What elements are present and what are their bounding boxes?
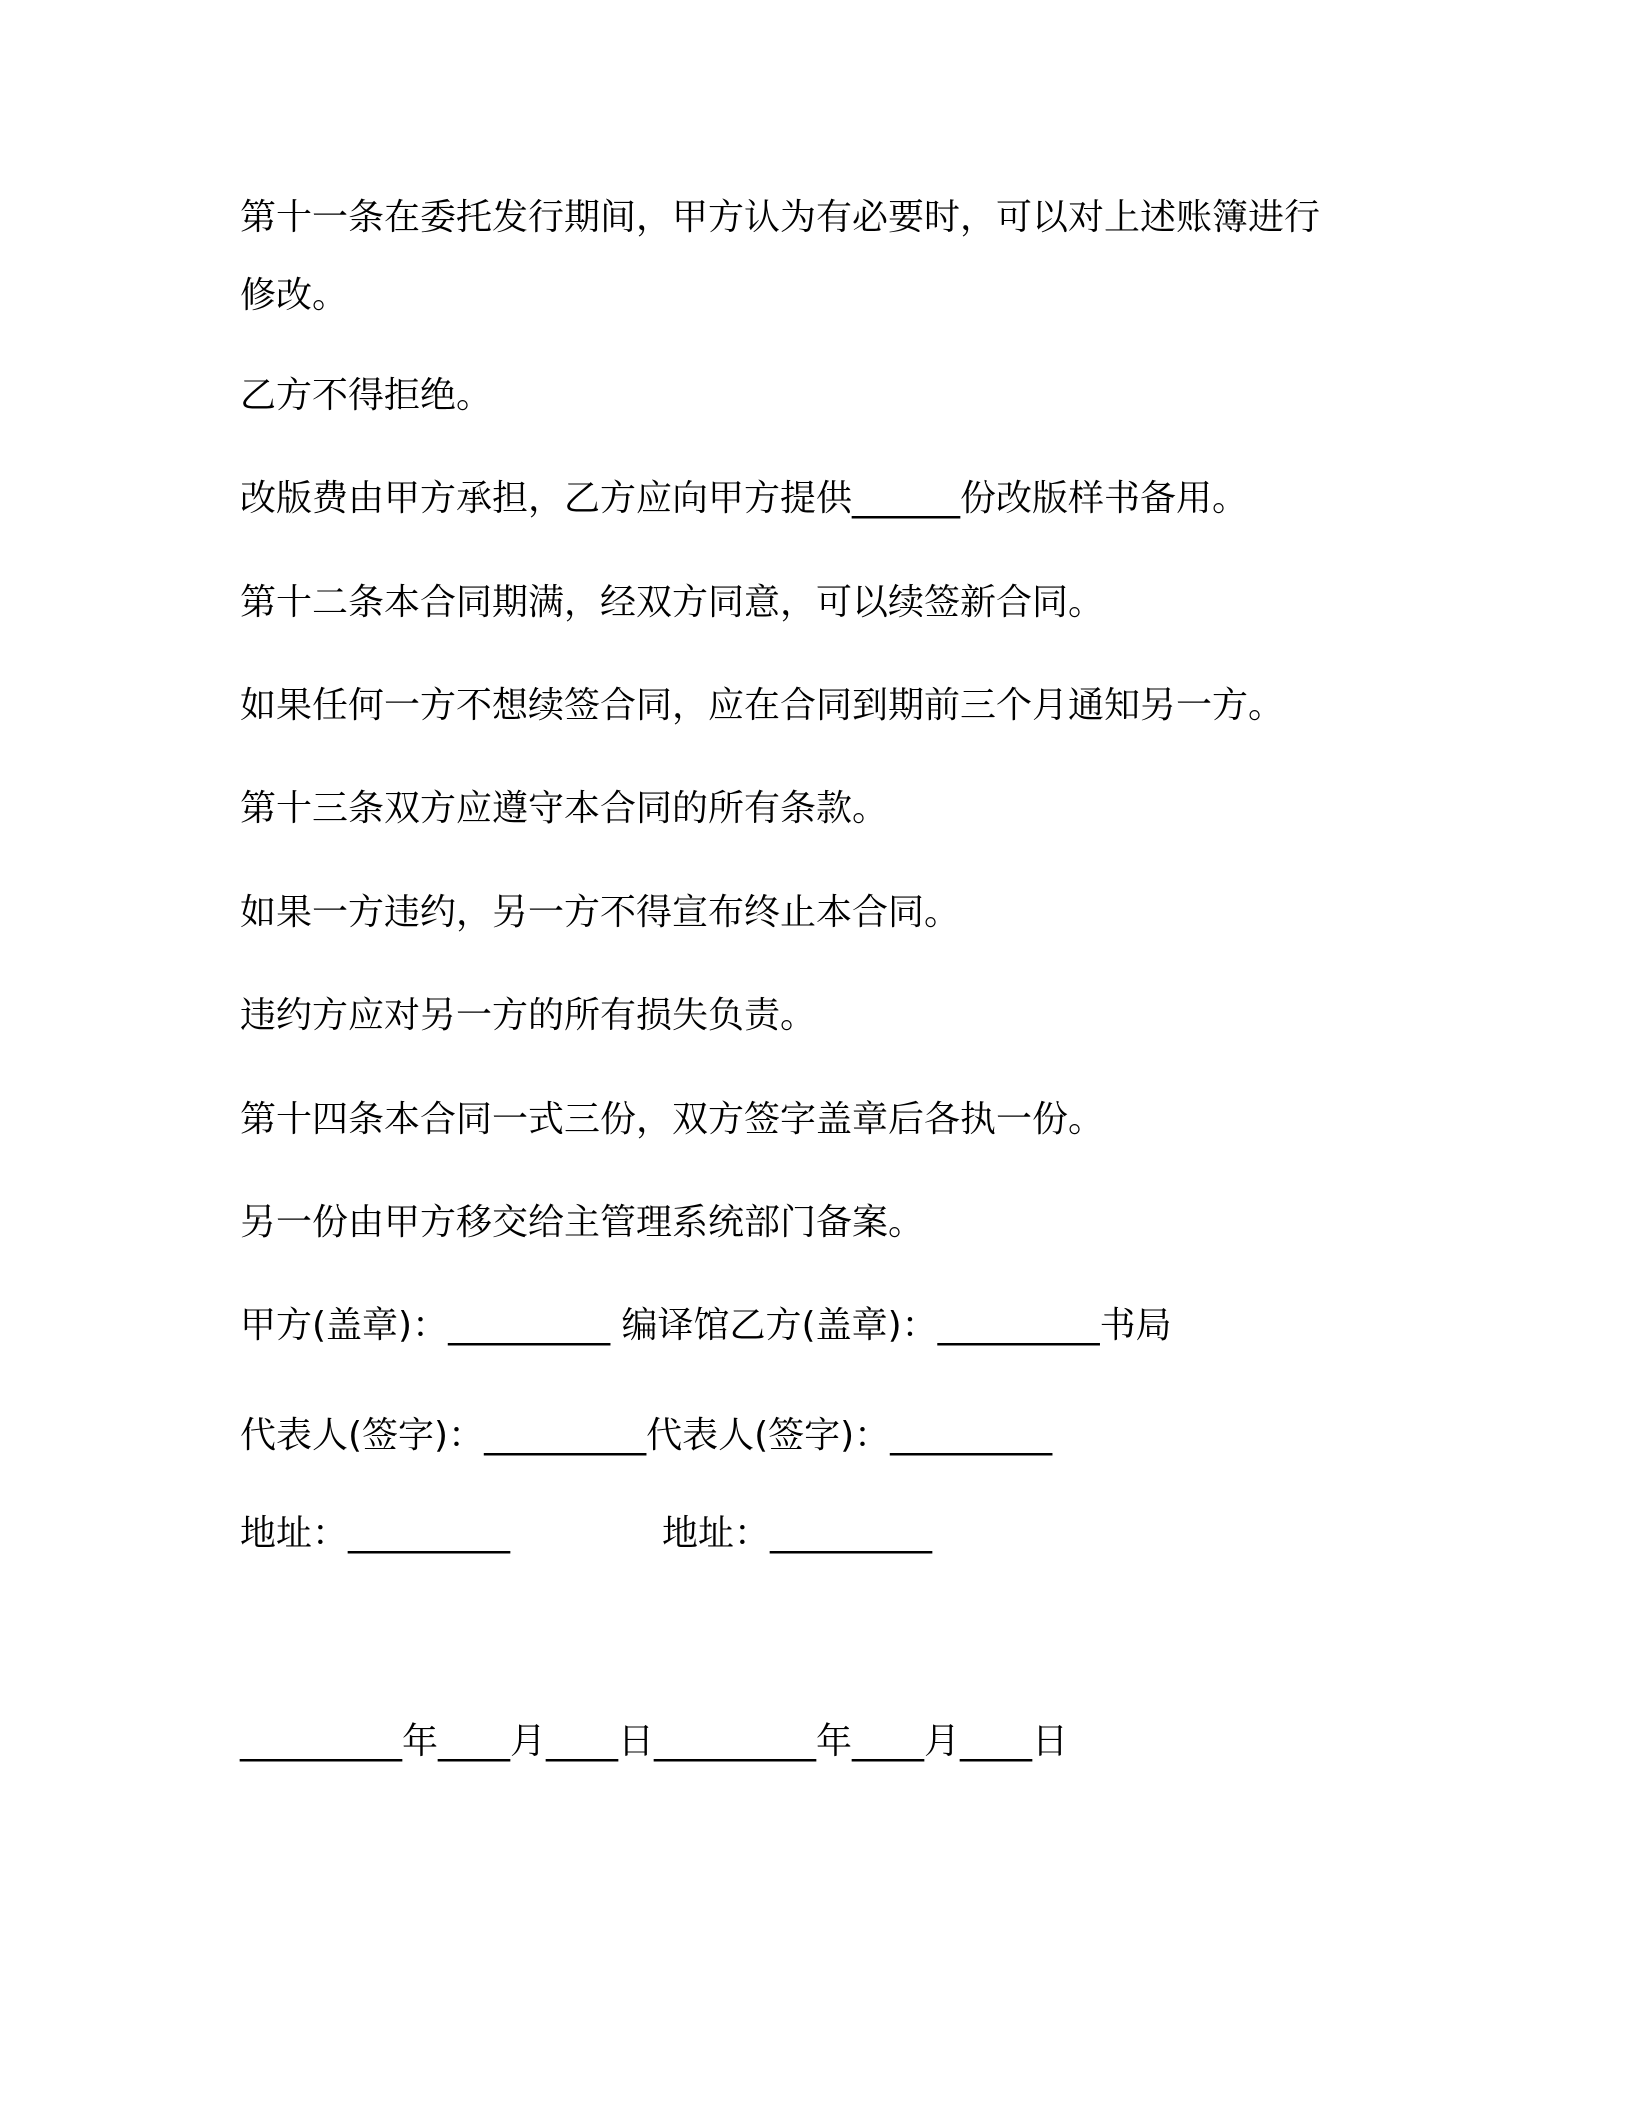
paragraph-revision-fee: 改版费由甲方承担，乙方应向甲方提供______份改版样书备用。 (240, 478, 1249, 519)
paragraph-renewal-notice: 如果任何一方不想续签合同，应在合同到期前三个月通知另一方。 (240, 685, 1285, 726)
paragraph-article-11-continued: 修改。 (240, 275, 349, 316)
paragraph-article-12: 第十二条本合同期满，经双方同意，可以续签新合同。 (240, 582, 1105, 623)
signature-representative-line: 代表人(签字)：_________代表人(签字)：_________ (240, 1415, 1053, 1456)
paragraph-liability: 违约方应对另一方的所有损失负责。 (240, 995, 817, 1036)
paragraph-article-14: 第十四条本合同一式三份，双方签字盖章后各执一份。 (240, 1099, 1105, 1140)
signature-date-line: _________年____月____日_________年____月____日 (240, 1721, 1068, 1762)
signature-address-right: 地址：_________ (662, 1513, 933, 1554)
signature-address-left: 地址：_________ (240, 1513, 511, 1554)
paragraph-article-13: 第十三条双方应遵守本合同的所有条款。 (240, 788, 889, 829)
paragraph-article-11: 第十一条在委托发行期间，甲方认为有必要时，可以对上述账簿进行 (240, 197, 1321, 238)
paragraph-filing: 另一份由甲方移交给主管理系统部门备案。 (240, 1202, 925, 1243)
paragraph-breach: 如果一方违约，另一方不得宣布终止本合同。 (240, 892, 961, 933)
signature-party-line: 甲方(盖章)：_________ 编译馆乙方(盖章)：_________书局 (240, 1305, 1172, 1346)
paragraph-no-refusal: 乙方不得拒绝。 (240, 375, 493, 416)
